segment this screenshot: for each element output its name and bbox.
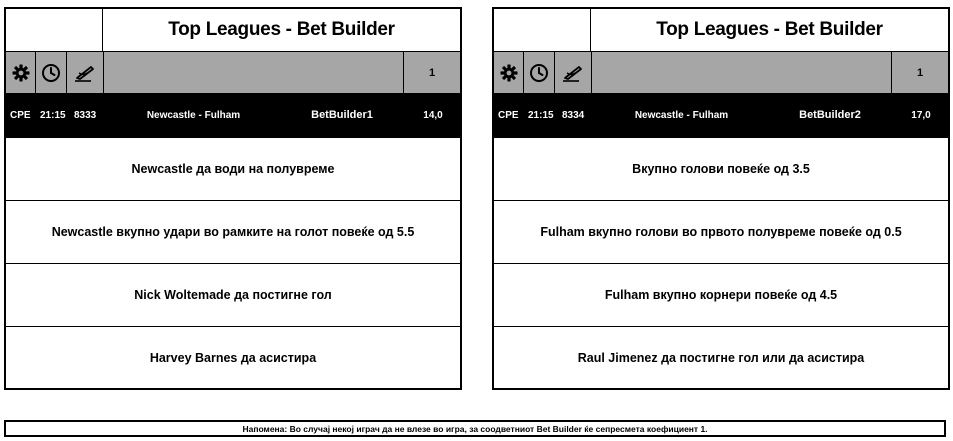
event-code: 8333 — [74, 110, 97, 121]
bet-builder-card-1 — [4, 7, 462, 390]
clock-icon[interactable] — [36, 52, 67, 93]
event-match: Newcastle - Fulham — [146, 110, 241, 121]
event-time: 21:15 — [40, 110, 66, 121]
selection-row: Newcastle вкупно удари во рамките на голот повеќе од 5.5 — [6, 200, 460, 263]
event-row — [494, 94, 948, 137]
gear-icon[interactable] — [6, 52, 36, 93]
card-title: Top Leagues - Bet Builder — [656, 19, 883, 40]
toolbar-spacer — [592, 52, 892, 93]
selection-row: Nick Woltemade да постигне гол — [6, 263, 460, 326]
card-header — [494, 9, 948, 51]
event-row — [6, 94, 460, 137]
toolbar — [494, 51, 948, 94]
page-number: 1 — [916, 66, 924, 79]
event-day: СРЕ — [498, 110, 519, 121]
gear-icon[interactable] — [494, 52, 524, 93]
event-day: СРЕ — [10, 110, 31, 121]
footnote: Напомена: Во случај некој играч да не влезе во игра, за соодветниот Bet Builder ќе сепресмета коефициент 1. — [4, 420, 946, 437]
event-odds: 17,0 — [911, 110, 931, 121]
card-title: Top Leagues - Bet Builder — [168, 19, 395, 40]
clock-icon[interactable] — [524, 52, 555, 93]
selection-row: Fulham вкупно корнери повеќе од 4.5 — [494, 263, 948, 326]
pencil-icon[interactable] — [67, 52, 104, 93]
header-blank-cell — [6, 9, 103, 51]
event-match: Newcastle - Fulham — [634, 110, 729, 121]
selection-row: Fulham вкупно голови во првото полувреме повеќе од 0.5 — [494, 200, 948, 263]
toolbar — [6, 51, 460, 94]
event-code: 8334 — [562, 110, 585, 121]
bet-builder-card-2 — [492, 7, 950, 390]
toolbar-spacer — [104, 52, 404, 93]
selection-row: Raul Jimenez да постигне гол или да асистира — [494, 326, 948, 389]
selection-row: Newcastle да води на полувреме — [6, 137, 460, 200]
bet-builder-name: BetBuilder2 — [799, 109, 861, 121]
selection-row: Harvey Barnes да асистира — [6, 326, 460, 389]
header-blank-cell — [494, 9, 591, 51]
pencil-icon[interactable] — [555, 52, 592, 93]
card-header — [6, 9, 460, 51]
page-number: 1 — [428, 66, 436, 79]
selection-row: Вкупно голови повеќе од 3.5 — [494, 137, 948, 200]
event-odds: 14,0 — [423, 110, 443, 121]
event-time: 21:15 — [528, 110, 554, 121]
bet-builder-name: BetBuilder1 — [311, 109, 373, 121]
